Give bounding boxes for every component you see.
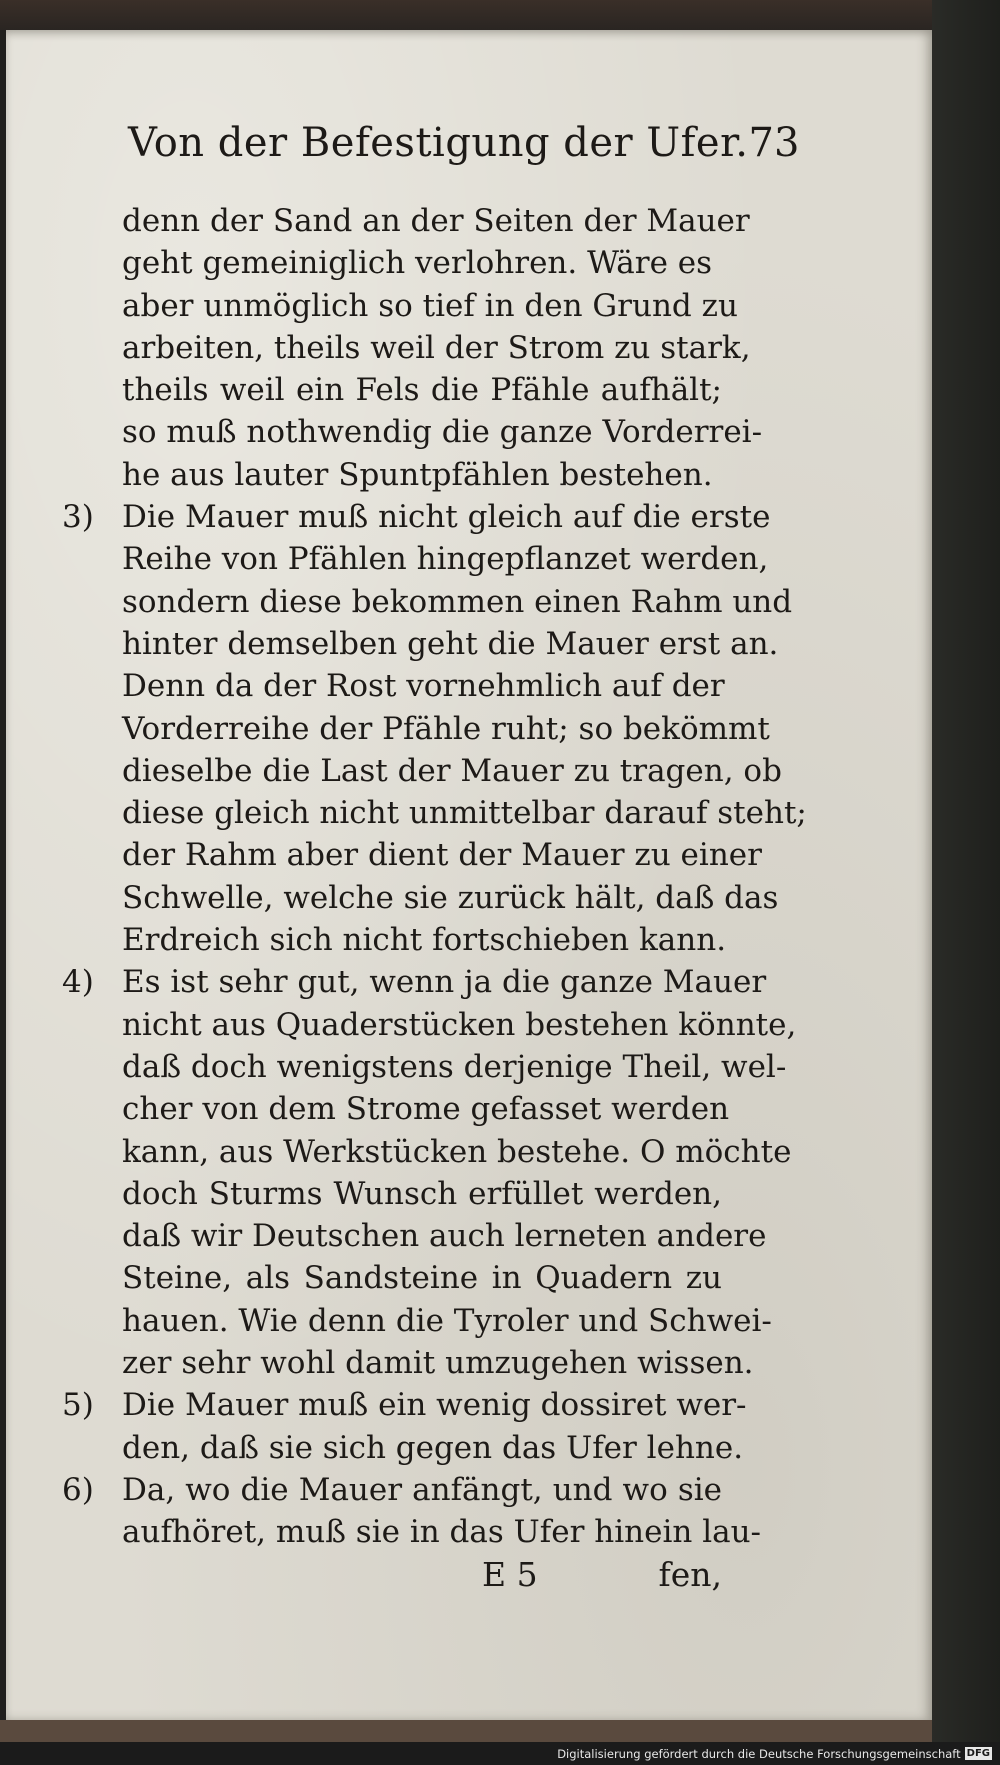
page-foot <box>122 1555 722 1599</box>
item-number: 6) <box>62 1471 94 1508</box>
line-text: hauen. Wie denn die Tyroler und Schwei- <box>122 1302 772 1339</box>
text-line <box>62 708 770 750</box>
line-text: sondern diese bekommen einen Rahm und <box>122 583 793 620</box>
text-line <box>62 623 779 665</box>
scan-border-right <box>932 0 1000 1765</box>
line-text: daß wir Deutschen auch lerneten andere <box>122 1218 767 1255</box>
line-text: daß doch wenigstens derjenige Theil, wel- <box>122 1048 787 1085</box>
text-line <box>62 919 727 961</box>
page-number: 73 <box>748 120 800 166</box>
text-line <box>62 1173 722 1215</box>
text-line <box>62 877 779 919</box>
line-text: theils weil ein Fels die Pfähle aufhält; <box>122 372 722 409</box>
line-text: Denn da der Rost vornehmlich auf der <box>122 668 725 705</box>
text-line <box>62 1046 787 1088</box>
text-line <box>62 369 722 411</box>
line-text: Schwelle, welche sie zurück hält, daß das <box>122 879 779 916</box>
line-text: geht gemeiniglich verlohren. Wäre es <box>122 245 713 282</box>
text-line <box>62 285 738 327</box>
line-text: kann, aus Werkstücken bestehe. O möchte <box>122 1133 792 1170</box>
line-text: Die Mauer muß ein wenig dossiret wer- <box>122 1387 747 1424</box>
text-line <box>62 1215 767 1257</box>
item-number: 4) <box>62 964 94 1001</box>
line-text: dieselbe die Last der Mauer zu tragen, ob <box>122 752 782 789</box>
text-line <box>62 454 722 496</box>
text-line <box>62 1427 744 1469</box>
line-text: he aus lauter Spuntpfählen bestehen. <box>122 456 713 493</box>
line-text: aufhöret, muß sie in das Ufer hinein lau- <box>122 1514 762 1551</box>
text-line <box>62 327 751 369</box>
text-line <box>62 1004 797 1046</box>
line-text: hinter demselben geht die Mauer erst an. <box>122 625 779 662</box>
item-number: 5) <box>62 1387 94 1424</box>
text-line <box>62 1511 762 1553</box>
line-text: Erdreich sich nicht fortschieben kann. <box>122 922 727 959</box>
text-line <box>62 1384 747 1426</box>
signature-mark: E 5 <box>482 1555 538 1594</box>
body-text <box>62 200 807 1554</box>
text-line <box>62 834 762 876</box>
text-line <box>62 1088 730 1130</box>
text-line <box>62 496 771 538</box>
line-text: zer sehr wohl damit umzugehen wissen. <box>122 1345 754 1382</box>
line-text: Es ist sehr gut, wenn ja die ganze Mauer <box>122 964 767 1001</box>
text-line <box>62 1342 754 1384</box>
text-line <box>62 750 782 792</box>
scan-border-bottom <box>0 1720 932 1742</box>
line-text: Steine, als Sandsteine in Quadern zu <box>122 1260 722 1297</box>
text-line <box>62 411 763 453</box>
running-head <box>128 108 800 178</box>
text-line <box>62 1300 772 1342</box>
digitization-note[interactable]: Digitalisierung gefördert durch die Deutsche Forschungsgemeinschaft <box>557 1746 961 1761</box>
running-title: Von der Befestigung der Ufer. <box>128 120 749 166</box>
text-line <box>62 1257 722 1299</box>
line-text: Die Mauer muß nicht gleich auf die erste <box>122 499 771 536</box>
line-text: diese gleich nicht unmittelbar darauf steht; <box>122 795 807 832</box>
line-text: nicht aus Quaderstücken bestehen könnte, <box>122 1006 797 1043</box>
text-line <box>62 1131 792 1173</box>
line-text: doch Sturms Wunsch erfüllet werden, <box>122 1175 722 1212</box>
item-number: 3) <box>62 499 94 536</box>
catchword: fen, <box>658 1555 722 1594</box>
line-text: Vorderreihe der Pfähle ruht; so bekömmt <box>122 710 770 747</box>
line-text: cher von dem Strome gefasset werden <box>122 1091 730 1128</box>
line-text: den, daß sie sich gegen das Ufer lehne. <box>122 1429 744 1466</box>
dfg-logo[interactable]: DFG <box>966 1748 990 1759</box>
line-text: aber unmöglich so tief in den Grund zu <box>122 287 738 324</box>
text-line <box>62 792 807 834</box>
text-line <box>62 665 725 707</box>
line-text: denn der Sand an der Seiten der Mauer <box>122 203 750 239</box>
line-text: arbeiten, theils weil der Strom zu stark, <box>122 329 751 366</box>
line-text: Reihe von Pfählen hingepflanzet werden, <box>122 541 769 578</box>
line-text: so muß nothwendig die ganze Vorderrei- <box>122 414 763 451</box>
text-line <box>62 961 767 1003</box>
line-text: Da, wo die Mauer anfängt, und wo sie <box>122 1471 722 1508</box>
text-line <box>62 242 722 284</box>
scan-border-top <box>0 0 1000 30</box>
text-line <box>62 538 769 580</box>
text-line <box>62 200 750 242</box>
text-line <box>62 581 793 623</box>
digitization-footer <box>0 1742 1000 1765</box>
text-line <box>62 1469 722 1511</box>
line-text: der Rahm aber dient der Mauer zu einer <box>122 837 762 874</box>
